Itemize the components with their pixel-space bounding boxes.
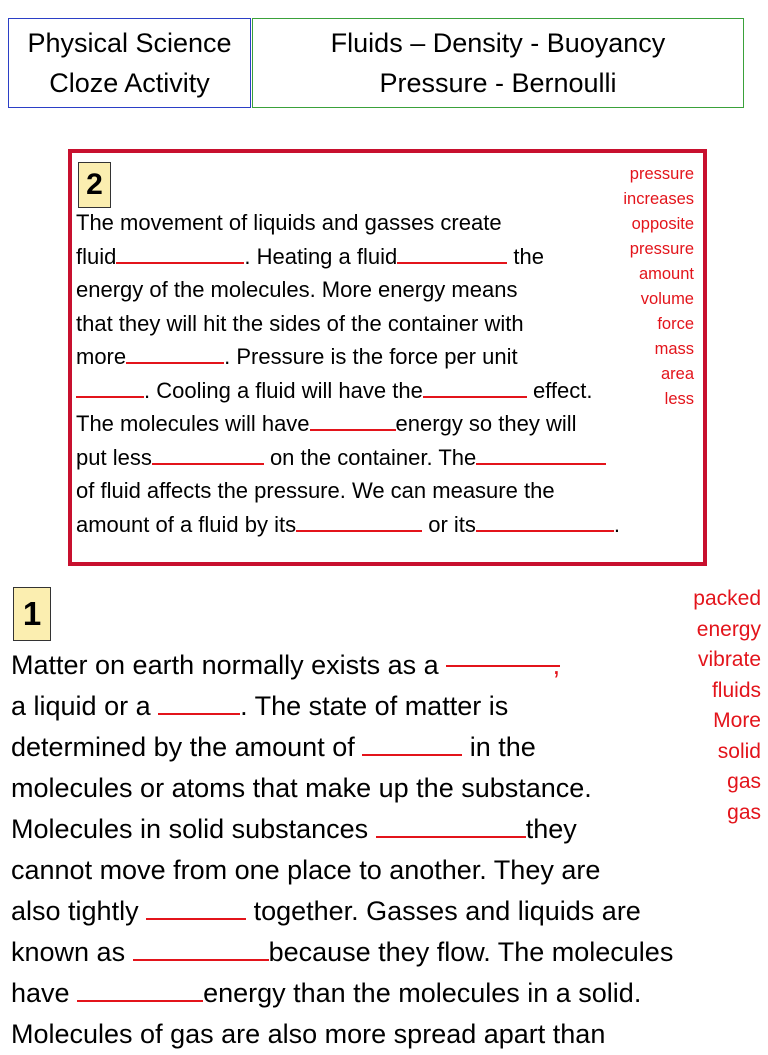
text-segment: Molecules of gas are also more spread apart than (11, 1019, 606, 1049)
blank-field[interactable] (146, 898, 246, 920)
text-segment: more (76, 344, 127, 369)
text-segment: , (552, 650, 561, 680)
blank-field[interactable] (133, 939, 269, 961)
text-segment: . Pressure is the force per unit (224, 344, 518, 369)
blank-field[interactable] (116, 245, 244, 264)
text-segment: effect. (526, 377, 593, 403)
word-bank-item: pressure (629, 165, 694, 183)
text-line (76, 474, 676, 508)
word-bank-item: More (713, 709, 761, 732)
text-line (76, 441, 676, 475)
header-course-line-2: Cloze Activity (49, 68, 210, 98)
word-bank-item: vibrate (697, 648, 761, 671)
text-segment: determined by the amount of (11, 732, 363, 762)
text-segment: or its (422, 511, 476, 537)
word-bank-item: mass (654, 340, 694, 358)
text-line (76, 273, 676, 307)
blank-field[interactable] (158, 693, 240, 715)
text-line (76, 307, 676, 341)
blank-field[interactable] (376, 816, 526, 838)
header-topic-line-1: Fluids – Density - Buoyancy (330, 28, 666, 58)
text-line (11, 645, 761, 686)
header-topic-line-2: Pressure - Bernoulli (379, 68, 617, 98)
blank-field[interactable] (296, 513, 422, 532)
blank-field[interactable] (77, 980, 203, 1002)
text-segment: cannot move from one place to another. They are (11, 855, 601, 885)
word-bank-item: opposite (631, 215, 694, 233)
word-bank-item: gas (727, 770, 761, 793)
section-2-paragraph (76, 206, 676, 541)
text-segment: in the (462, 732, 536, 762)
blank-field[interactable] (423, 379, 527, 398)
text-segment: . Heating a fluid (244, 243, 398, 269)
text-segment: . The state of matter is (240, 691, 509, 721)
text-line (11, 768, 761, 809)
blank-field[interactable] (476, 513, 614, 532)
word-bank-item: area (660, 365, 694, 383)
blank-field[interactable] (397, 245, 507, 264)
text-segment: . (613, 511, 621, 537)
text-segment: of fluid affects the pressure. We can measure the (76, 478, 555, 503)
word-bank-item: energy (696, 617, 761, 641)
text-line (11, 850, 761, 891)
text-segment: The movement of liquids and gasses create (76, 210, 502, 235)
text-line (11, 891, 761, 932)
word-bank-item: fluids (711, 678, 761, 702)
text-segment: molecules or atoms that make up the substance. (11, 773, 592, 803)
text-line (76, 374, 676, 408)
text-line (76, 508, 676, 542)
text-segment: energy so they will (395, 411, 577, 436)
text-line (76, 240, 676, 274)
section-1-number-badge: 1 (13, 587, 51, 641)
text-segment: The molecules will have (76, 411, 310, 436)
text-segment: the (507, 243, 544, 269)
header-topic-box (252, 18, 744, 108)
text-segment: they (525, 814, 577, 844)
word-bank-item: amount (638, 265, 694, 283)
text-segment: Molecules in solid substances (11, 814, 376, 844)
blank-field[interactable] (310, 413, 396, 432)
text-segment: have (11, 978, 78, 1008)
text-segment: energy of the molecules. More energy means (76, 277, 518, 302)
word-bank-item: pressure (629, 240, 694, 258)
text-segment: fluid (76, 243, 117, 269)
word-bank-item: force (657, 315, 694, 333)
header-course-line-1: Physical Science (27, 28, 232, 58)
word-bank-item: less (664, 390, 694, 408)
blank-field[interactable] (446, 645, 561, 680)
text-segment: together. Gasses and liquids are (246, 896, 641, 926)
text-line (11, 727, 761, 768)
text-line (11, 686, 761, 727)
blank-field[interactable] (362, 734, 462, 756)
blank-field[interactable] (126, 346, 224, 365)
text-line (76, 407, 676, 441)
text-line (11, 932, 761, 973)
text-segment: put less (76, 444, 152, 470)
text-segment: on the container. The (263, 444, 477, 470)
text-segment: amount of a fluid by its (76, 511, 297, 537)
blank-field[interactable] (476, 446, 606, 465)
text-segment: energy than the molecules in a solid. (203, 978, 642, 1008)
text-line (11, 973, 761, 1014)
text-line (76, 206, 676, 240)
word-bank-item: gas (727, 800, 761, 824)
text-line (11, 1014, 761, 1055)
word-bank-item: volume (640, 290, 694, 308)
text-segment: that they will hit the sides of the container with (76, 310, 524, 336)
text-segment: a liquid or a (11, 691, 159, 721)
header-course-box (8, 18, 251, 108)
word-bank-item: increases (623, 190, 694, 208)
text-segment: because they flow. The molecules (268, 937, 674, 967)
text-line (11, 809, 761, 850)
section-2-number-badge: 2 (78, 162, 111, 208)
word-bank-item: solid (717, 739, 761, 763)
text-segment: known as (11, 937, 133, 967)
text-line (76, 340, 676, 374)
blank-field[interactable] (152, 446, 264, 465)
text-segment: . Cooling a fluid will have the (144, 377, 423, 403)
section-1-paragraph (11, 645, 761, 1055)
word-bank-item: packed (693, 587, 761, 610)
text-segment: Matter on earth normally exists as a (11, 650, 447, 680)
blank-field[interactable] (76, 379, 144, 398)
text-segment: also tightly (11, 896, 147, 926)
